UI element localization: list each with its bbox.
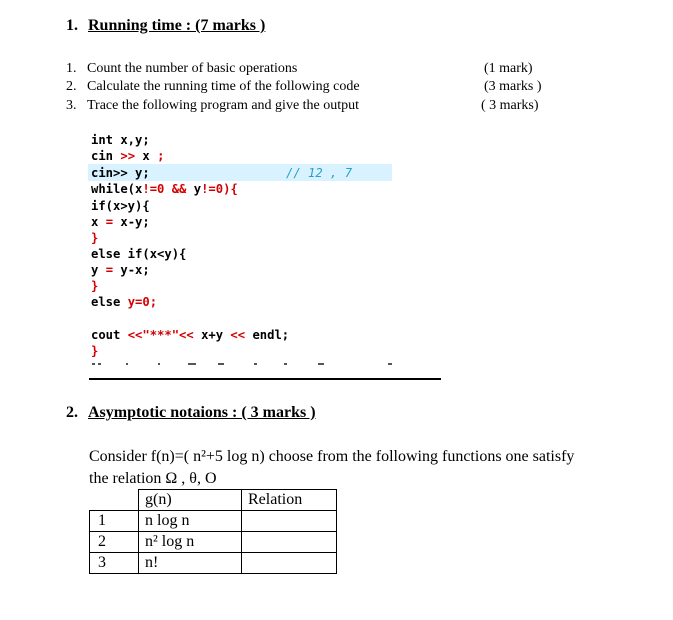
code-line-8 [91,247,186,261]
question-paragraph-line2: the relation Ω , θ, O [89,470,217,487]
section1-number: 1. [66,17,78,34]
row-relation-cell[interactable] [242,532,337,553]
question-1 [66,61,297,77]
code-text: x [91,215,106,229]
question-number: 1. [66,61,77,76]
code-operator: !=0 && [142,182,194,196]
row-relation-cell[interactable] [242,511,337,532]
row-number: 1 [90,511,139,532]
question-text: Trace the following program and give the output [87,98,360,113]
code-line-6 [91,215,150,229]
code-comment: // 12 , 7 [286,166,353,180]
question-1-marks: (1 mark) [484,61,533,76]
section2-title: Asymptotic notaions : ( 3 marks ) [88,404,316,421]
section1-heading [66,17,265,35]
code-text: if(x>y){ [91,199,150,213]
section2-number: 2. [66,404,78,421]
question-text: Count the number of basic operations [87,61,298,76]
code-line-12 [91,328,289,342]
code-line-7: } [91,231,99,245]
code-line-3 [91,166,150,180]
question-number: 2. [66,79,77,94]
row-function: n² log n [139,532,242,553]
row-function: n! [139,553,242,574]
relation-table [89,489,337,574]
code-line-2 [91,149,164,163]
section2-heading [66,404,316,422]
code-operator: y=0; [127,295,158,309]
code-text: y-x; [113,263,150,277]
table-header-relation: Relation [242,490,337,511]
code-operator: = [105,263,114,277]
code-line-10: } [91,279,99,293]
code-text: x+y [193,328,231,342]
table-row [90,532,337,553]
table-row [90,511,337,532]
table-header-gn: g(n) [139,490,242,511]
code-operator: <<"***"<< [127,328,194,342]
horizontal-rule [89,378,441,380]
code-text: x [135,149,158,163]
code-operator: << [230,328,246,342]
question-text: Calculate the running time of the following code [87,79,360,94]
code-operator: >> [120,149,136,163]
code-line-13: } [91,344,99,358]
question-number: 3. [66,98,77,113]
code-text: y; [127,166,150,180]
code-line-4 [91,182,238,196]
row-relation-cell[interactable] [242,553,337,574]
code-text: y [193,182,202,196]
code-text: else if(x<y){ [91,247,187,261]
code-text: else [91,295,128,309]
question-3-marks: ( 3 marks) [481,98,539,113]
table-header-row [90,490,337,511]
question-2-marks: (3 marks ) [484,79,542,94]
code-line-9 [91,263,150,277]
code-line-1 [91,133,150,147]
code-operator: ; [157,149,165,163]
code-text: x-y; [113,215,150,229]
code-line-11 [91,295,157,309]
row-number: 2 [90,532,139,553]
code-text: cin [91,149,121,163]
code-line-5 [91,199,150,213]
code-text: y [91,263,106,277]
code-text: cin>> [91,166,128,180]
question-paragraph-line1: Consider f(n)=( n²+5 log n) choose from the following functions one satisfy [89,448,575,465]
row-number: 3 [90,553,139,574]
code-operator: !=0){ [201,182,238,196]
question-2 [66,79,360,95]
table-corner [90,490,139,511]
section1-title: Running time : (7 marks ) [88,17,266,34]
code-text: endl; [245,328,290,342]
code-operator: = [105,215,114,229]
code-text: int x,y; [91,133,150,147]
row-function: n log n [139,511,242,532]
table-row [90,553,337,574]
question-3 [66,98,359,114]
code-text: cout [91,328,128,342]
code-text: while(x [91,182,143,196]
cropped-text-remnant [88,360,408,368]
